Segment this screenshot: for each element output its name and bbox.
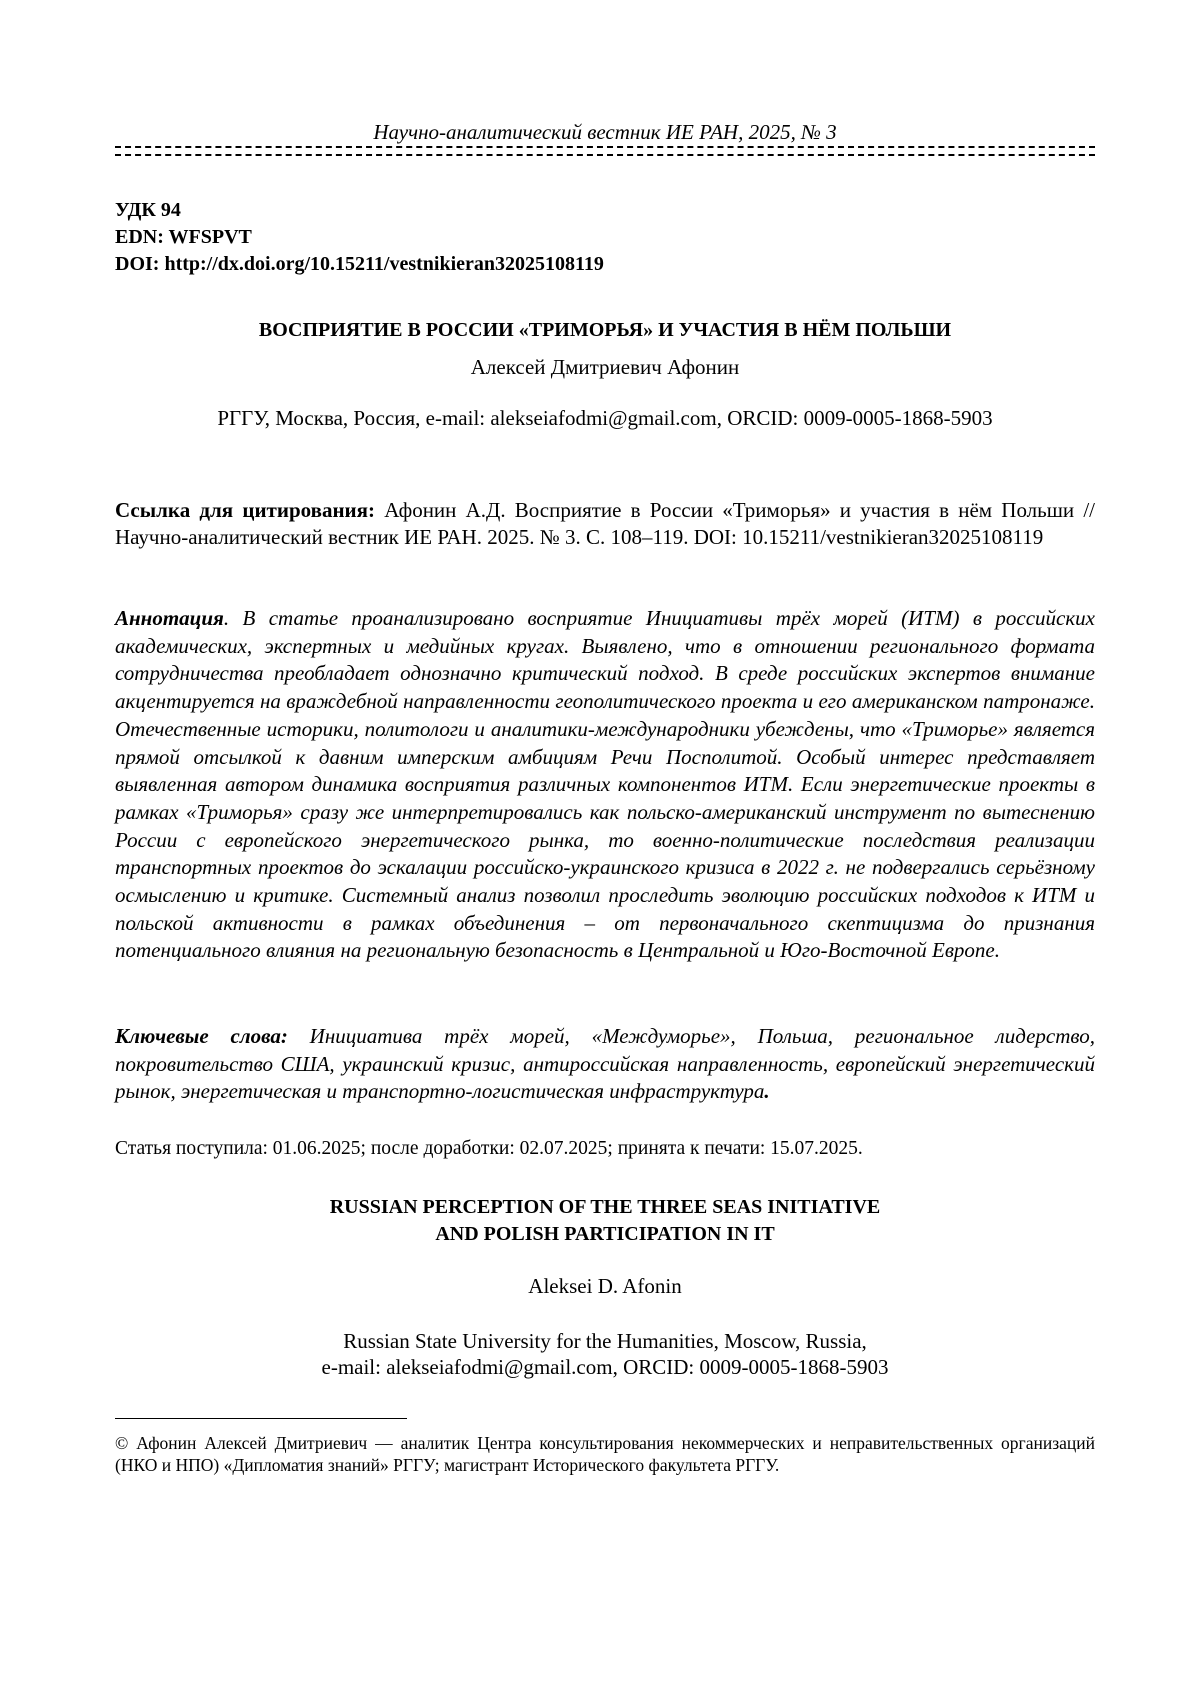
title-en-line2: AND POLISH PARTICIPATION IN IT [435,1223,775,1245]
abstract-text: . В статье проанализировано восприятие Инициативы трёх морей (ИТМ) в российских академических, экспертных и медийных кругах. Выявлено, что в отношении регионального формата сотрудничества преобладает однозначно критический подход. В среде российских экспертов внимание акцентируется на враждебной направленности геополитического проекта и его американском патронаже. Отечественные историки, политологи и аналитики-международники убеждены, что «Триморье» является прямой отсылкой к давним имперским амбициям Речи Посполитой. Особый интерес представляет выявленная автором динамика восприятия различных компонентов ИТМ. Если энергетические проекты в рамках «Триморья» сразу же интерпретировались как польско-американский инструмент по вытеснению России с европейского энергетического рынка, то военно-политические последствия реализации транспортных проектов до эскалации российско-украинского кризиса в 2022 г. не подвергались серьёзному осмыслению и критике. Системный анализ позволил проследить эволюцию российских подходов к ИТМ и польской активности в рамках объединения – от первоначального скептицизма до признания потенциального влияния на региональную безопасность в Центральной и Юго-Восточной Европе. [115,606,1095,963]
affiliation-en-line2: e-mail: alekseiafodmi@gmail.com, ORCID: 0009-0005-1868-5903 [321,1355,889,1379]
article-dates: Статья поступила: 01.06.2025; после доработки: 02.07.2025; принята к печати: 15.07.2025. [115,1138,863,1159]
citation-text: Афонин А.Д. Восприятие в России «Триморья» и участия в нём Польши // Научно-аналитический вестник ИЕ РАН. 2025. № 3. С. 108–119. DOI: 10.15211/vestnikieran32025108119 [115,498,1096,549]
keywords-end: . [764,1079,770,1104]
abstract-block [115,605,1095,965]
author-name-ru: Алексей Дмитриевич Афонин [470,355,740,379]
author-name-en: Aleksei D. Afonin [528,1274,682,1298]
author-footnote: © Афонин Алексей Дмитриевич — аналитик Центра консультирования некоммерческих и неправительственных организаций (НКО и НПО) «Дипломатия знаний» РГГУ; магистрант Исторического факультета РГГУ. [115,1433,1095,1475]
footnote-rule [115,1418,407,1419]
article-title-ru: ВОСПРИЯТИЕ В РОССИИ «ТРИМОРЬЯ» И УЧАСТИЯ В НЁМ ПОЛЬШИ [258,319,952,341]
abstract-label: Аннотация [115,606,224,630]
keywords-label: Ключевые слова: [115,1024,288,1048]
keywords-block [115,1023,1095,1106]
title-en-line1: RUSSIAN PERCEPTION OF THE THREE SEAS INITIATIVE [329,1196,881,1218]
affiliation-en-line1: Russian State University for the Humanities, Moscow, Russia, [343,1329,867,1353]
journal-header: Научно-аналитический вестник ИЕ РАН, 2025, № 3 [373,120,837,144]
article-meta [115,197,604,278]
keywords-text: Инициатива трёх морей, «Междуморье», Польша, региональное лидерство, покровительство США, украинский кризис, антироссийская направленность, европейский энергетический рынок, энергетическая и транспортно-логистическая инфраструктура [115,1024,1095,1104]
udc-code: УДК 94 [115,199,181,221]
header-rule [115,146,1095,156]
doi-link[interactable]: DOI: http://dx.doi.org/10.15211/vestnikieran32025108119 [115,253,604,275]
citation-block [115,497,1095,551]
edn-code: EDN: WFSPVT [115,226,252,248]
article-title-en [115,1194,1095,1248]
citation-label: Ссылка для цитирования: [115,498,376,522]
author-affiliation-ru: РГГУ, Москва, Россия, e-mail: alekseiafodmi@gmail.com, ORCID: 0009-0005-1868-5903 [217,406,993,430]
